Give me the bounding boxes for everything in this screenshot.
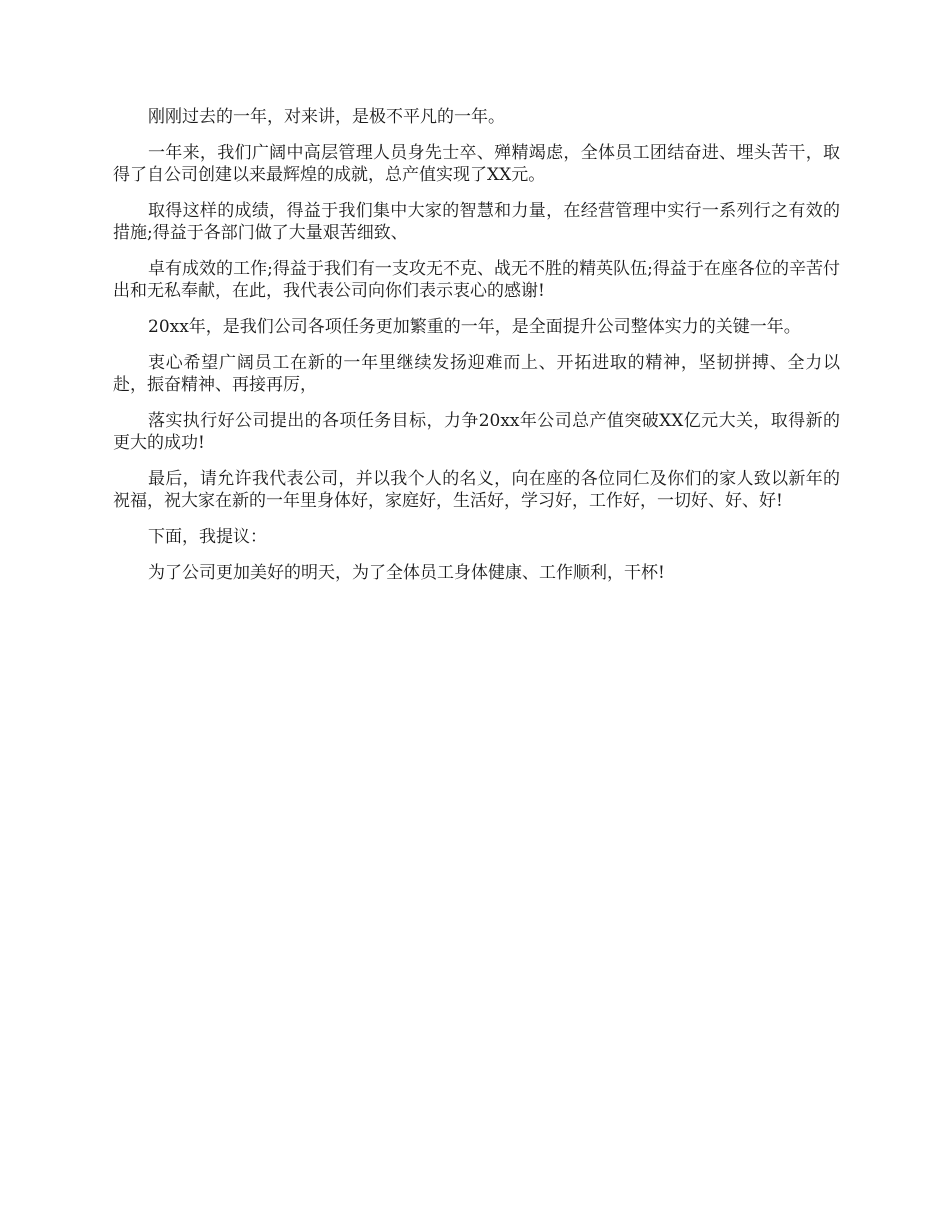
paragraph-4: 卓有成效的工作;得益于我们有一支攻无不克、战无不胜的精英队伍;得益于在座各位的辛苦付出和无私奉献，在此，我代表公司向你们表示衷心的感谢!	[113, 259, 840, 301]
paragraph-7: 落实执行好公司提出的各项任务目标，力争20xx年公司总产值突破XX亿元大关，取得新的更大的成功!	[113, 411, 840, 453]
paragraph-9: 下面，我提议：	[148, 527, 267, 547]
paragraph-2: 一年来，我们广阔中高层管理人员身先士卒、殚精竭虑，全体员工团结奋进、埋头苦干，取得了自公司创建以来最辉煌的成就，总产值实现了XX元。	[113, 143, 840, 185]
document-body	[113, 106, 840, 598]
paragraph-1: 刚刚过去的一年，对来讲，是极不平凡的一年。	[148, 107, 505, 127]
paragraph-5: 20xx年，是我们公司各项任务更加繁重的一年，是全面提升公司整体实力的关键一年。	[148, 317, 801, 337]
paragraph-8: 最后，请允许我代表公司，并以我个人的名义，向在座的各位同仁及你们的家人致以新年的祝福，祝大家在新的一年里身体好，家庭好，生活好，学习好，工作好，一切好、好、好!	[113, 469, 840, 511]
paragraph-3: 取得这样的成绩，得益于我们集中大家的智慧和力量，在经营管理中实行一系列行之有效的措施;得益于各部门做了大量艰苦细致、	[113, 201, 840, 243]
paragraph-6: 衷心希望广阔员工在新的一年里继续发扬迎难而上、开拓进取的精神，坚韧拼搏、全力以赴，振奋精神、再接再厉，	[113, 353, 840, 395]
paragraph-10: 为了公司更加美好的明天，为了全体员工身体健康、工作顺利，干杯!	[148, 563, 665, 583]
